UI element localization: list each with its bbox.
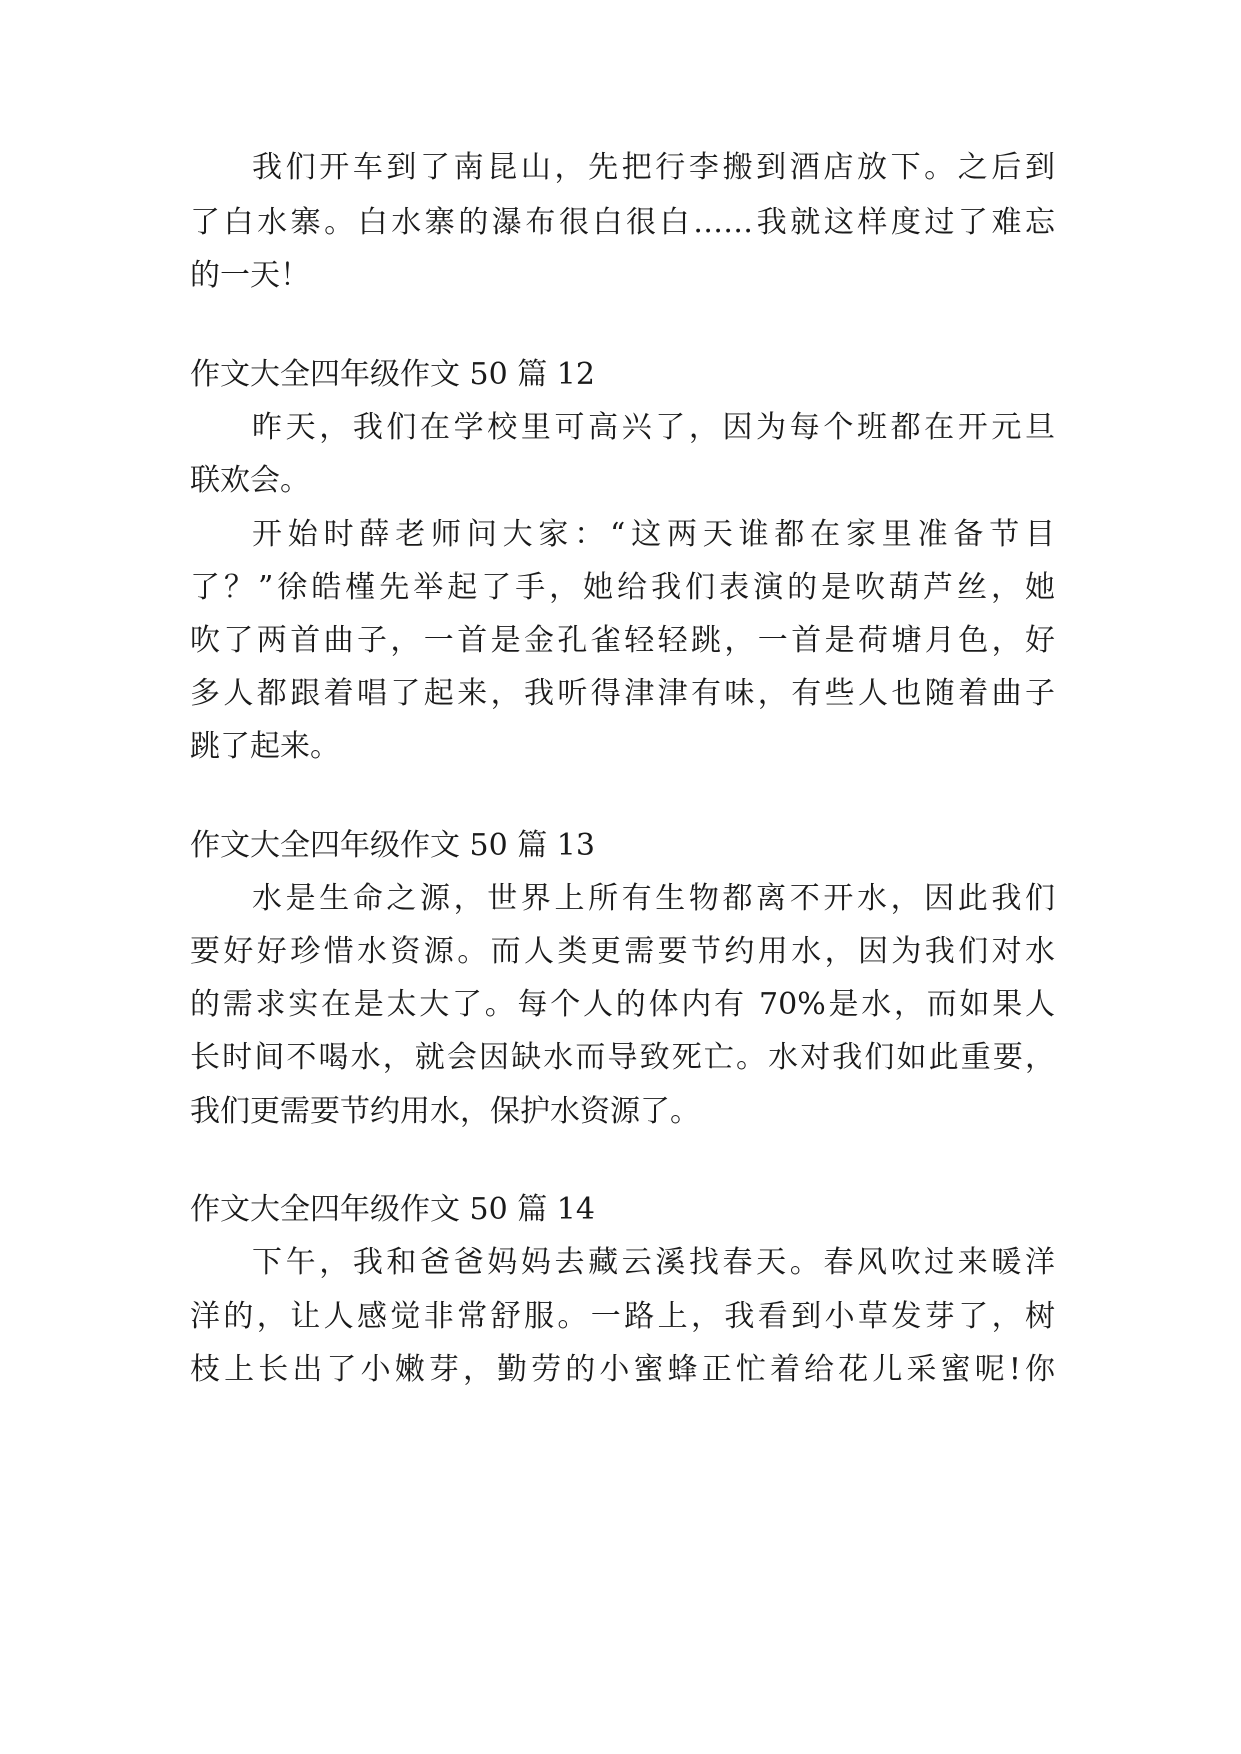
text-line: 的需求实在是太大了。每个人的体内有 70%是水，而如果人 (190, 987, 1055, 1022)
text-line: 开始时薛老师问大家：“这两天谁都在家里准备节目 (252, 517, 1055, 552)
text-line: 我们更需要节约用水，保护水资源了。 (190, 1094, 700, 1129)
text-line: 水是生命之源，世界上所有生物都离不开水，因此我们 (252, 881, 1055, 916)
section-heading: 作文大全四年级作文 50 篇 13 (190, 828, 595, 863)
section-heading: 作文大全四年级作文 50 篇 14 (190, 1192, 595, 1227)
text-line: 枝上长出了小嫩芽，勤劳的小蜜蜂正忙着给花儿采蜜呢!你 (190, 1352, 1055, 1387)
text-line: 我们开车到了南昆山，先把行李搬到酒店放下。之后到 (252, 150, 1055, 185)
section-heading: 作文大全四年级作文 50 篇 12 (190, 357, 595, 392)
text-line: 要好好珍惜水资源。而人类更需要节约用水，因为我们对水 (190, 934, 1055, 969)
text-line: 长时间不喝水，就会因缺水而导致死亡。水对我们如此重要， (190, 1040, 1055, 1075)
text-line: 昨天，我们在学校里可高兴了，因为每个班都在开元旦 (252, 410, 1055, 445)
text-line: 下午，我和爸爸妈妈去藏云溪找春天。春风吹过来暖洋 (252, 1245, 1055, 1280)
text-line: 跳了起来。 (190, 729, 340, 764)
text-line: 多人都跟着唱了起来，我听得津津有味，有些人也随着曲子 (190, 676, 1055, 711)
text-line: 洋的，让人感觉非常舒服。一路上，我看到小草发芽了，树 (190, 1299, 1055, 1334)
text-line: 联欢会。 (190, 463, 310, 498)
text-line: 了白水寨。白水寨的瀑布很白很白……我就这样度过了难忘 (190, 205, 1055, 240)
text-line: 了？”徐皓槿先举起了手，她给我们表演的是吹葫芦丝，她 (190, 570, 1055, 605)
text-line: 的一天！ (190, 258, 310, 293)
text-line: 吹了两首曲子，一首是金孔雀轻轻跳，一首是荷塘月色，好 (190, 623, 1055, 658)
